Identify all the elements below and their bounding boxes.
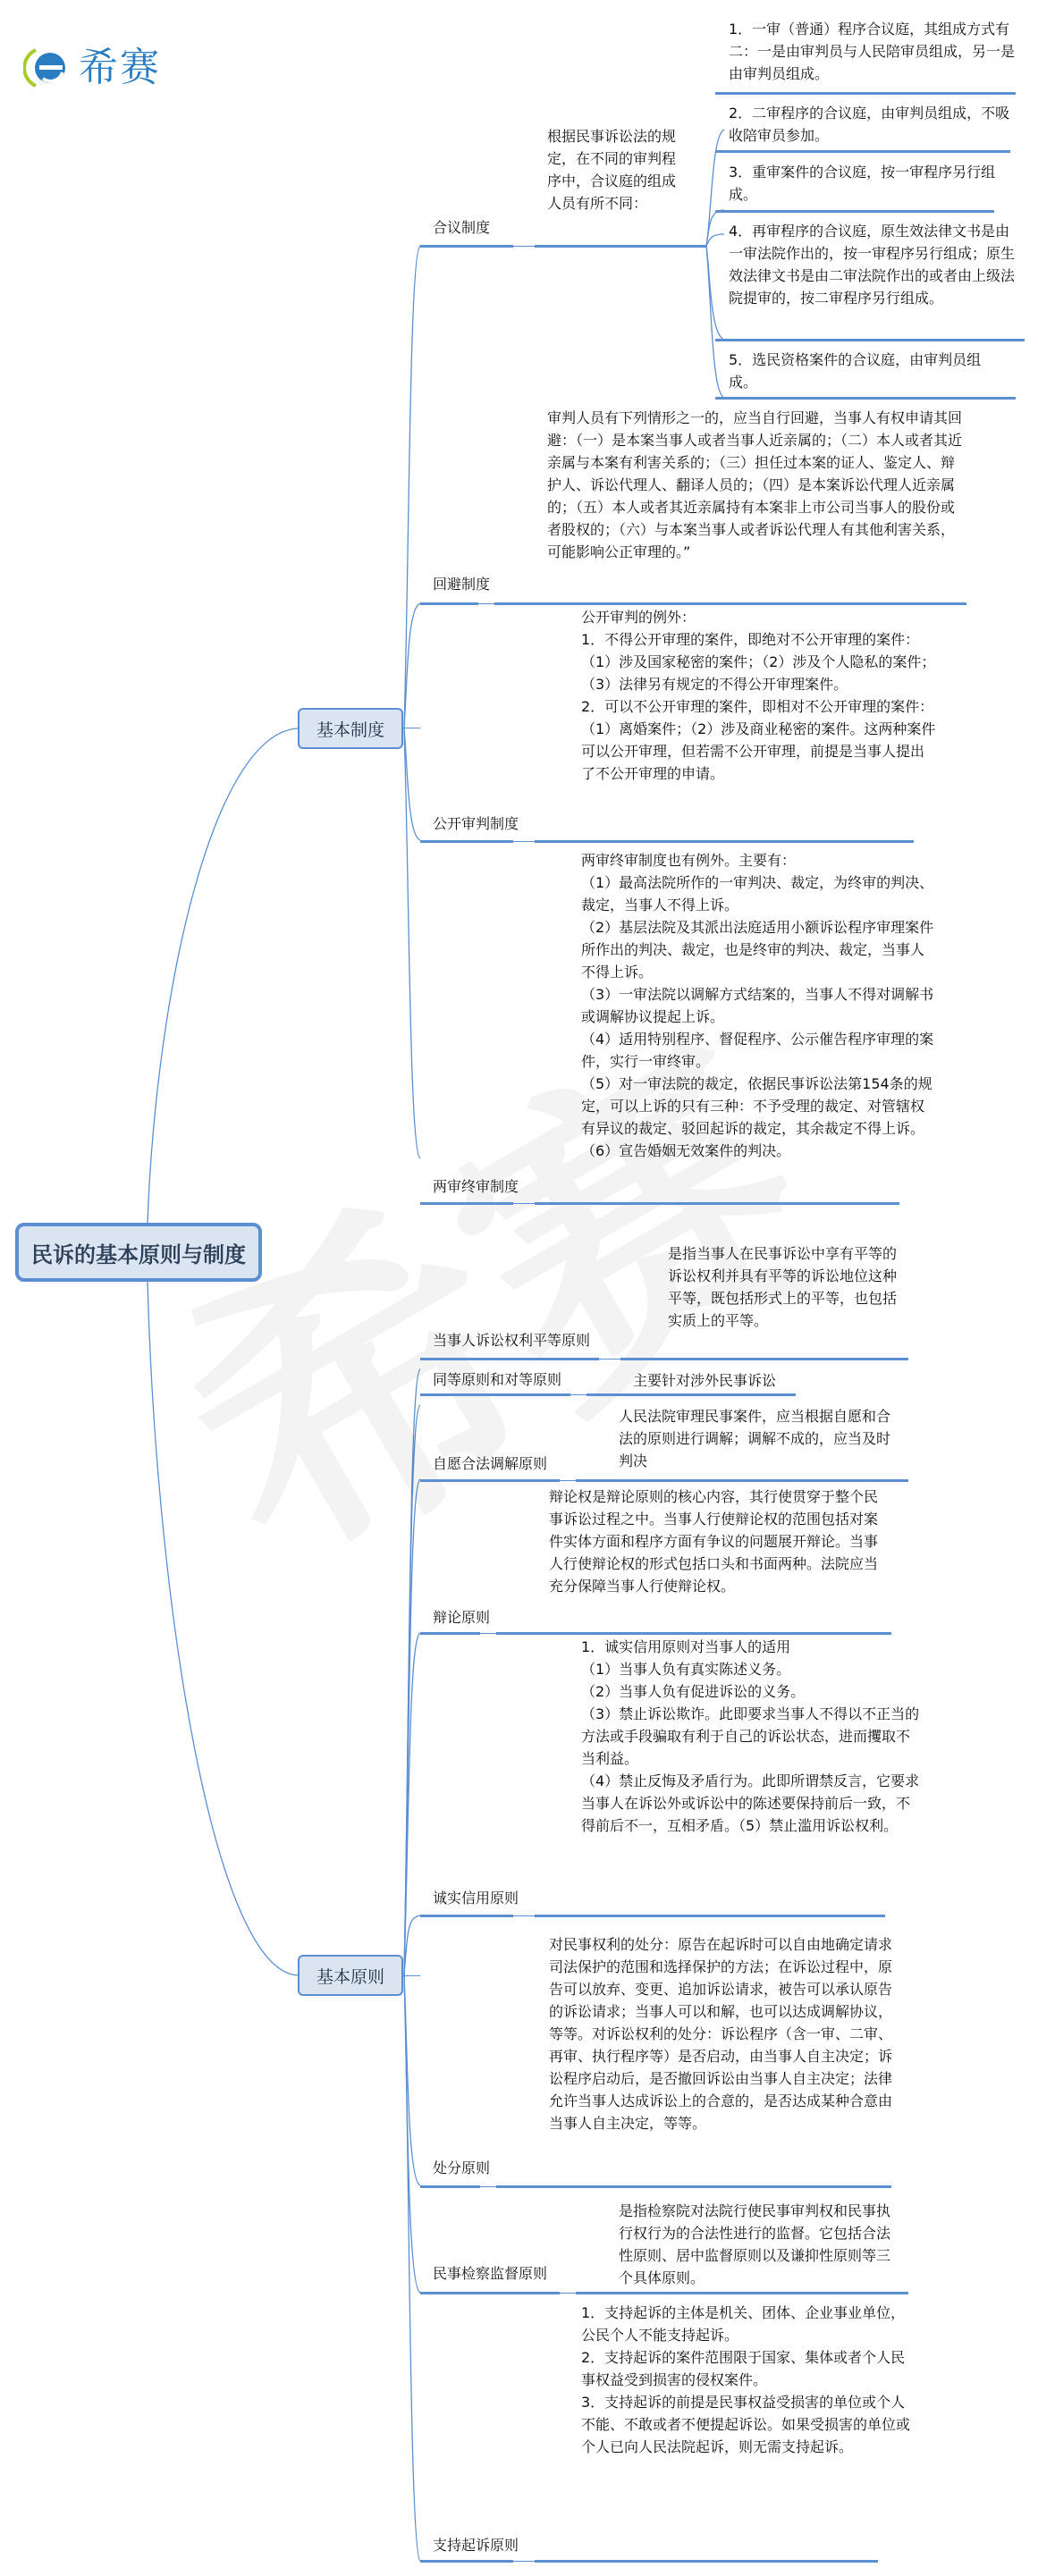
detail-line: （1）当事人负有真实陈述义务。 (581, 1661, 791, 1678)
reciprocity-detail: 主要针对涉外民事诉讼 (633, 1372, 777, 1389)
detail-line: 2．支持起诉的案件范围限于国家、集体或者个人民事权益受到损害的侵权案件。 (581, 2349, 906, 2388)
connector (480, 1633, 496, 1634)
public-trial-detail (581, 606, 937, 785)
detail-line: （2）基层法院及其派出法庭适用小额诉讼程序审理案件所作出的判决、裁定，也是终审的判决、裁定，当事人不得上诉。 (581, 919, 934, 981)
branch-basic-systems[interactable]: 基本制度 (298, 708, 403, 749)
debate-detail: 辩论权是辩论原则的核心内容，其行使贯穿于整个民事诉讼过程之中。当事人行使辩论权的范围包括对案件实体方面和程序方面有争议的问题展开辩论。当事人行使辩论权的形式包括口头和书面两种。法院应当充分保障当事人行使辩论权。 (549, 1488, 879, 1595)
detail-line: 公开审判的例外： (581, 609, 696, 626)
node-underline (420, 602, 478, 605)
connector (513, 246, 535, 247)
node-reciprocity-principle[interactable]: 同等原则和对等原则 (433, 1371, 562, 1388)
node-underline (535, 1202, 899, 1205)
branch-basic-principles[interactable]: 基本原则 (298, 1955, 403, 1996)
connector (570, 1394, 587, 1395)
connector (403, 1975, 420, 1976)
mediation-detail: 人民法院审理民事案件，应当根据自愿和合法的原则进行调解；调解不成的，应当及时判决 (619, 1408, 891, 1469)
detail-line: 1．支持起诉的主体是机关、团体、企业事业单位，公民个人不能支持起诉。 (581, 2304, 906, 2344)
node-underline (420, 2292, 560, 2294)
node-public-trial-system[interactable]: 公开审判制度 (433, 815, 519, 832)
connector (480, 2186, 496, 2187)
connector (513, 1203, 535, 1204)
node-underline (576, 2292, 908, 2294)
good-faith-detail (581, 1636, 921, 1837)
procuratorial-detail: 是指检察院对法院行使民事审判权和民事执行权行为的合法性进行的监督。它包括合法性原则、居中监督原则以及谦抑性原则等三个具体原则。 (619, 2202, 891, 2286)
disposition-detail: 对民事权利的处分：原告在起诉时可以自由地确定请求司法保护的范围和选择保护的方法；在诉讼过程中，原告可以放弃、变更、追加诉讼请求，被告可以承认原告的诉讼请求；当事人可以和解，也可以达成调解协议，等等。对诉讼权利的处分：诉讼程序（含一审、二审、再审、执行程序等）是否启动，由当事人自主决定；诉讼程序启动后，是否撤回诉讼由当事人自主决定；法律允许当事人达成诉讼上的合意的，是否达成某种合意由当事人自主决定，等等。 (549, 1936, 893, 2132)
node-underline (420, 1393, 570, 1396)
node-underline (494, 602, 966, 605)
collegial-item-2: 2．二审程序的合议庭，由审判员组成，不吸收陪审员参加。 (729, 105, 1010, 144)
equal-rights-detail: 是指当事人在民事诉讼中享有平等的诉讼权利并具有平等的诉讼地位这种平等，既包括形式上的平等，也包括实质上的平等。 (668, 1245, 898, 1329)
node-underline (420, 1202, 513, 1205)
connector (513, 841, 535, 842)
detail-line: （5）对一审法院的裁定，依据民事诉讼法第154条的规定，可以上诉的只有三种：不予受理的裁定、对管辖权有异议的裁定、驳回起诉的裁定，其余裁定不得上诉。 (581, 1075, 933, 1137)
node-procuratorial-supervision-principle[interactable]: 民事检察监督原则 (433, 2265, 548, 2282)
detail-line: （2）当事人负有促进诉讼的义务。 (581, 1683, 806, 1700)
node-underline (420, 245, 513, 248)
two-instance-detail (581, 849, 937, 1162)
node-underline (620, 1358, 908, 1360)
root-node[interactable]: 民诉的基本原则与制度 (15, 1223, 262, 1282)
connector (560, 1480, 576, 1481)
collegial-item-4: 4．再审程序的合议庭，原生效法律文书是由一审法院作出的，按一审程序另行组成；原生效法律文书是由二审法院作出的或者由上级法院提审的，按二审程序另行组成。 (729, 223, 1016, 307)
detail-line: 3．支持起诉的前提是民事权益受损害的单位或个人不能、不敢或者不便提起诉讼。如果受损害的单位或个人已向人民法院起诉，则无需支持起诉。 (581, 2394, 911, 2455)
collegial-intro: 根据民事诉讼法的规定，在不同的审判程序中，合议庭的组成人员有所不同： (547, 128, 677, 212)
node-collegial-system[interactable]: 合议制度 (433, 219, 491, 236)
detail-line: （1）最高法院所作的一审判决、裁定，为终审的判决、裁定，当事人不得上诉。 (581, 874, 934, 913)
detail-line: （3）一审法院以调解方式结案的，当事人不得对调解书或调解协议提起上诉。 (581, 986, 934, 1025)
node-equal-rights-principle[interactable]: 当事人诉讼权利平等原则 (433, 1332, 591, 1349)
collegial-item-3: 3．重审案件的合议庭，按一审程序另行组成。 (729, 164, 996, 203)
connector (478, 603, 494, 604)
detail-line: （3）禁止诉讼欺诈。此即要求当事人不得以不正当的方法或手段骗取有利于自己的诉讼状态，进而攫取不当利益。 (581, 1705, 920, 1767)
node-underline (420, 840, 513, 843)
detail-line: 2．可以不公开审理的案件，即相对不公开审理的案件：（1）离婚案件；（2）涉及商业秘密的案件。这两种案件可以公开审理，但若需不公开审理，前提是当事人提出了不公开审理的申请。 (581, 698, 936, 782)
supporting-prosecution-detail (581, 2302, 916, 2458)
node-underline (715, 92, 1016, 95)
detail-line: （4）适用特别程序、督促程序、公示催告程序审理的案件，实行一审终审。 (581, 1031, 934, 1070)
e-logo-icon (23, 43, 73, 93)
connector (560, 2293, 576, 2294)
node-underline (420, 2185, 480, 2188)
node-underline (535, 840, 914, 843)
connector (599, 1359, 620, 1360)
node-disposition-principle[interactable]: 处分原则 (433, 2159, 491, 2176)
detail-line: 1．诚实信用原则对当事人的适用 (581, 1638, 791, 1655)
node-recusal-system[interactable]: 回避制度 (433, 576, 491, 593)
node-underline (715, 339, 1025, 341)
node-underline (535, 2560, 878, 2563)
node-underline (496, 2185, 891, 2188)
connector (513, 1915, 535, 1916)
node-underline (420, 1632, 480, 1635)
node-underline (535, 245, 706, 248)
connector (513, 2561, 535, 2562)
node-underline (420, 1479, 560, 1482)
node-underline (715, 397, 1016, 400)
node-underline (715, 210, 994, 213)
recusal-detail: 审判人员有下列情形之一的，应当自行回避，当事人有权申请其回避：（一）是本案当事人或者当事人近亲属的；（二）本人或者其近亲属与本案有利害关系的；（三）担任过本案的证人、鉴定人、辩护人、诉讼代理人、翻译人员的；（四）是本案诉讼代理人近亲属的；（五）本人或者其近亲属持有本案非上市公司当事人的股份或者股权的；（六）与本案当事人或者诉讼代理人有其他利害关系，可能影响公正审理的。” (547, 409, 963, 560)
node-underline (420, 2560, 513, 2563)
node-supporting-prosecution-principle[interactable]: 支持起诉原则 (433, 2537, 519, 2554)
collegial-item-5: 5．选民资格案件的合议庭，由审判员组成。 (729, 351, 982, 391)
node-underline (535, 1915, 885, 1917)
node-two-instance-system[interactable]: 两审终审制度 (433, 1178, 519, 1195)
node-underline (587, 1393, 796, 1396)
node-good-faith-principle[interactable]: 诚实信用原则 (433, 1890, 519, 1907)
collegial-item-1: 1．一审（普通）程序合议庭，其组成方式有二：一是由审判员与人民陪审员组成，另一是由审判员组成。 (729, 21, 1016, 82)
detail-line: 1．不得公开审理的案件，即绝对不公开审理的案件：（1）涉及国家秘密的案件；（2）涉及个人隐私的案件；（3）法律另有规定的不得公开审理案件。 (581, 631, 936, 693)
node-underline (715, 150, 1010, 153)
node-debate-principle[interactable]: 辩论原则 (433, 1609, 491, 1626)
detail-line: （4）禁止反悔及矛盾行为。此即所谓禁反言，它要求当事人在诉讼外或诉讼中的陈述要保持前后一致，不得前后不一，互相矛盾。（5）禁止滥用诉讼权利。 (581, 1772, 920, 1834)
logo-text: 希赛 (79, 45, 161, 90)
node-underline (576, 1479, 908, 1482)
node-underline (420, 1358, 599, 1360)
node-mediation-principle[interactable]: 自愿合法调解原则 (433, 1455, 548, 1472)
detail-line: （6）宣告婚姻无效案件的判决。 (581, 1142, 791, 1159)
logo (23, 43, 161, 93)
node-underline (420, 1915, 513, 1917)
node-underline (496, 1632, 891, 1635)
detail-line: 两审终审制度也有例外。主要有： (581, 852, 797, 869)
